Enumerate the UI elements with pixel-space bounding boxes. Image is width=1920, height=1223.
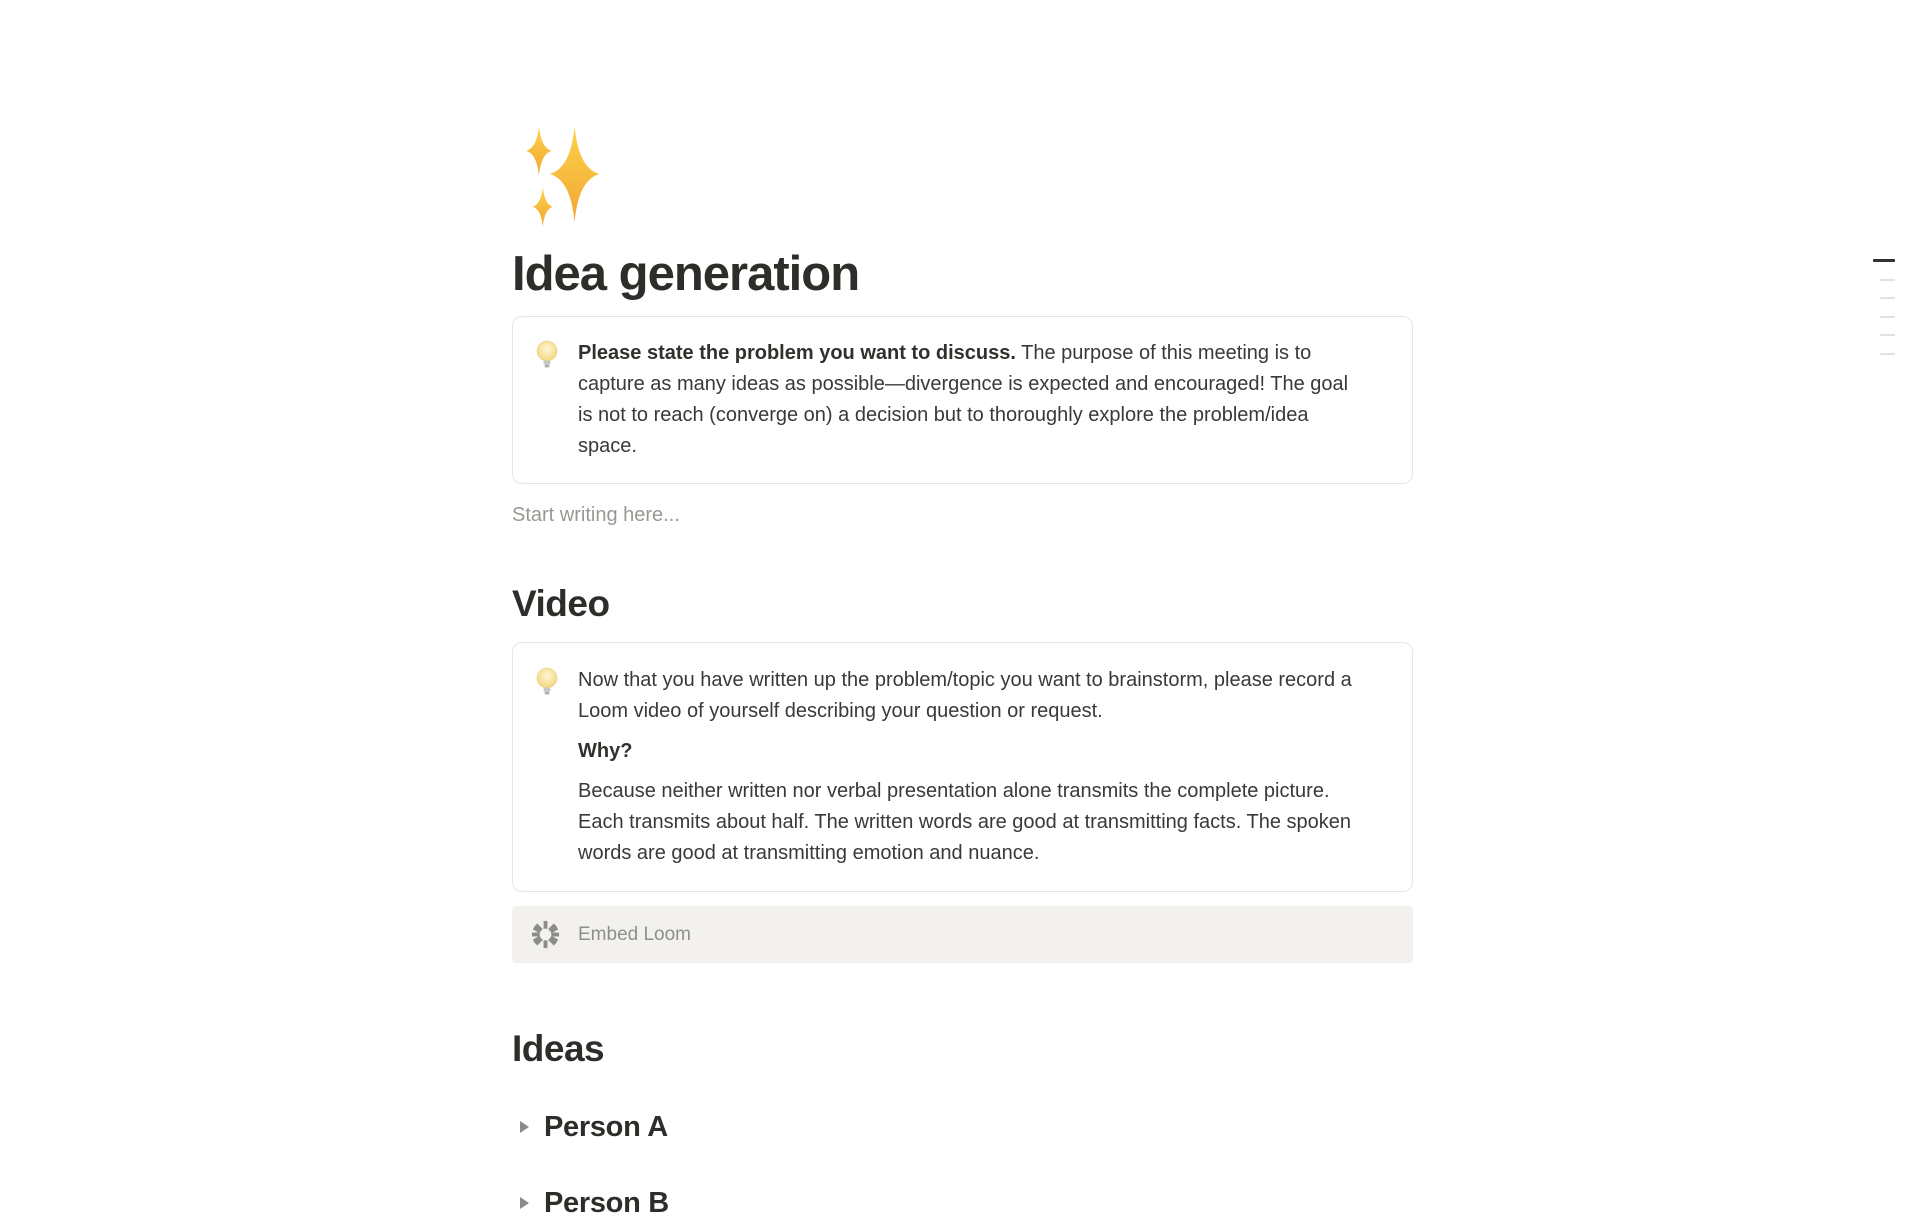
- problem-callout-rest-text: The purpose of this meeting is to capture as many ideas as possible—divergence is expected and encouraged! The goal is not to reach (converge on) a decision but to thoroughly explore the problem/idea space.: [578, 342, 1349, 457]
- embed-loom-button[interactable]: [512, 906, 1413, 963]
- page-content: [512, 0, 1413, 1223]
- video-heading[interactable]: Video: [512, 583, 610, 624]
- ideas-heading[interactable]: Ideas: [512, 1028, 605, 1069]
- video-callout[interactable]: [512, 642, 1413, 892]
- outline-bar[interactable]: [1880, 297, 1895, 299]
- outline-bar[interactable]: [1880, 353, 1895, 355]
- outline-bar[interactable]: [1880, 334, 1895, 336]
- outline-bar[interactable]: [1880, 316, 1895, 318]
- toggle-person-b[interactable]: [512, 1183, 1413, 1223]
- problem-callout[interactable]: [512, 316, 1413, 484]
- light-bulb-icon: [534, 667, 560, 697]
- video-callout-text: [578, 665, 1357, 869]
- toggle-person-a-label[interactable]: Person A: [544, 1111, 668, 1143]
- problem-callout-text: [578, 338, 1357, 462]
- page-title[interactable]: Idea generation: [512, 247, 860, 301]
- outline-bar-active[interactable]: [1873, 259, 1895, 262]
- toggle-person-a[interactable]: [512, 1107, 1413, 1147]
- toggle-triangle-icon[interactable]: [512, 1191, 536, 1215]
- sparkles-icon: [512, 122, 616, 228]
- toggle-triangle-icon[interactable]: [512, 1115, 536, 1139]
- toggle-person-b-label[interactable]: Person B: [544, 1187, 669, 1219]
- loom-icon: [530, 919, 561, 950]
- video-callout-paragraph-2: Because neither written nor verbal presentation alone transmits the complete picture. Each transmits about half. The written words are good at transmitting facts. The spoken words are good at transmitting emotion and nuance.: [578, 780, 1351, 864]
- problem-callout-bold-text: Please state the problem you want to discuss.: [578, 342, 1016, 364]
- embed-loom-label: Embed Loom: [578, 923, 692, 945]
- light-bulb-icon: [534, 340, 560, 370]
- page-icon-sparkles[interactable]: [512, 122, 616, 228]
- outline-indicator: [1873, 259, 1895, 371]
- video-callout-paragraph-1: Now that you have written up the problem/topic you want to brainstorm, please record a Loom video of yourself describing your question or request.: [578, 669, 1352, 722]
- video-callout-why: Why?: [578, 740, 633, 762]
- text-block-placeholder[interactable]: Start writing here...: [512, 504, 680, 526]
- outline-bar[interactable]: [1880, 279, 1895, 281]
